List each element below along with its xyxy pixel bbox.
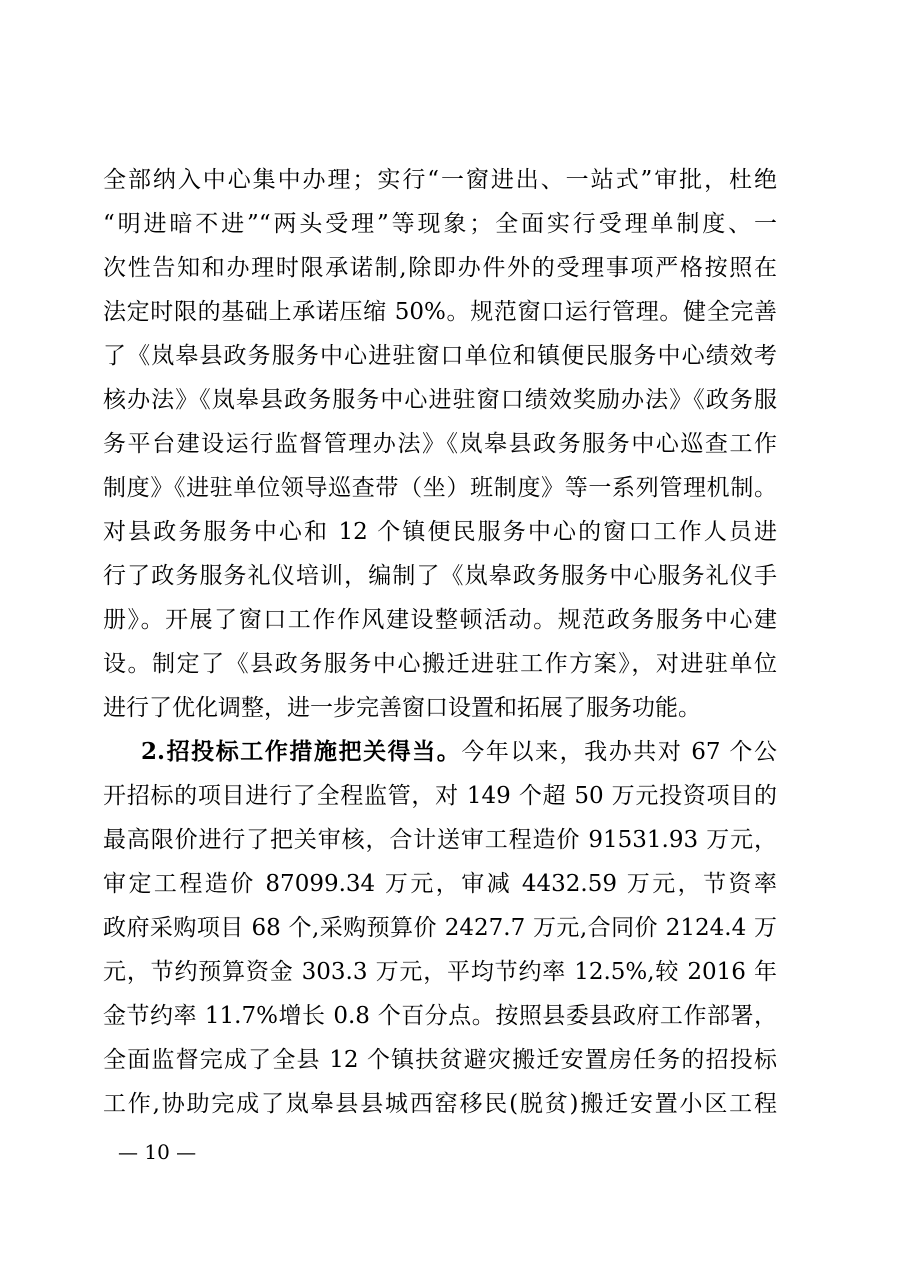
text-line: 全面监督完成了全县 12 个镇扶贫避灾搬迁安置房任务的招投标 bbox=[103, 1047, 777, 1073]
text-line: 审定工程造价 87099.34 万元，审减 4432.59 万元，节资率 bbox=[103, 871, 777, 897]
page-number: — 10 — bbox=[118, 1140, 197, 1164]
section-heading: 2.招投标工作措施把关得当。 bbox=[141, 738, 462, 765]
section-heading-line bbox=[103, 730, 777, 774]
text-line: “明进暗不进”“两头受理”等现象；全面实行受理单制度、一 bbox=[103, 211, 777, 237]
text-line: 设。制定了《县政务服务中心搬迁进驻工作方案》，对进驻单位 bbox=[103, 651, 777, 677]
text-line: 最高限价进行了把关审核，合计送审工程造价 91531.93 万元， bbox=[103, 827, 777, 853]
text-line: 法定时限的基础上承诺压缩 50%。规范窗口运行管理。健全完善 bbox=[103, 299, 777, 325]
text-line: 册》。开展了窗口工作作风建设整顿活动。规范政务服务中心建 bbox=[103, 607, 777, 633]
text-line: 次性告知和办理时限承诺制,除即办件外的受理事项严格按照在 bbox=[103, 255, 777, 281]
text-line: 金节约率 11.7%增长 0.8 个百分点。按照县委县政府工作部署， bbox=[103, 1003, 777, 1029]
text-line: 元，节约预算资金 303.3 万元，平均节约率 12.5%,较 2016 年 bbox=[103, 959, 777, 985]
text-line: 全部纳入中心集中办理；实行“一窗进出、一站式”审批，杜绝 bbox=[103, 167, 777, 193]
text-line: 了《岚皋县政务服务中心进驻窗口单位和镇便民服务中心绩效考 bbox=[103, 343, 777, 369]
text-line: 制度》《进驻单位领导巡查带（坐）班制度》等一系列管理机制。 bbox=[103, 475, 777, 501]
document-body bbox=[103, 158, 777, 1126]
text-line: 政府采购项目 68 个,采购预算价 2427.7 万元,合同价 2124.4 万 bbox=[103, 915, 777, 941]
text-line: 核办法》《岚皋县政务服务中心进驻窗口绩效奖励办法》《政务服 bbox=[103, 387, 777, 413]
text-line: 开招标的项目进行了全程监管，对 149 个超 50 万元投资项目的 bbox=[103, 783, 777, 809]
text-line: 工作,协助完成了岚皋县县城西窑移民(脱贫)搬迁安置小区工程 bbox=[103, 1091, 777, 1117]
section-heading-rest: 今年以来，我办共对 67 个公 bbox=[461, 739, 777, 765]
text-line: 对县政务服务中心和 12 个镇便民服务中心的窗口工作人员进 bbox=[103, 519, 777, 545]
text-line: 进行了优化调整，进一步完善窗口设置和拓展了服务功能。 bbox=[103, 695, 701, 721]
text-line: 行了政务服务礼仪培训，编制了《岚皋政务服务中心服务礼仪手 bbox=[103, 563, 777, 589]
text-line: 务平台建设运行监督管理办法》《岚皋县政务服务中心巡查工作 bbox=[103, 431, 777, 457]
